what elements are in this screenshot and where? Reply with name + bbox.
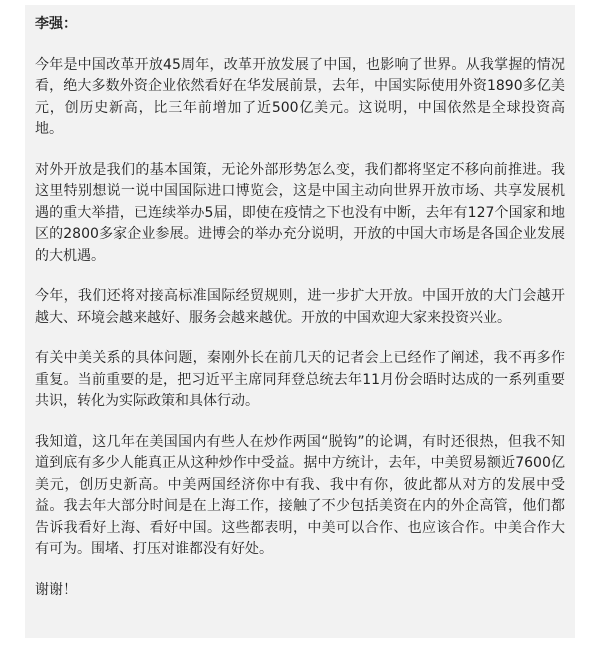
- paragraph-4: 有关中美关系的具体问题，秦刚外长在前几天的记者会上已经作了阐述，我不再多作重复。当前重要的是，把习近平主席同拜登总统去年11月份会晤时达成的一系列重要共识，转化为实际政策和具体行动。: [35, 350, 565, 409]
- paragraph-3: 今年，我们还将对接高标准国际经贸规则，进一步扩大开放。中国开放的大门会越开越大、环境会越来越好、服务会越来越优。开放的中国欢迎大家来投资兴业。: [35, 288, 565, 326]
- paragraph-1: 今年是中国改革开放45周年，改革开放发展了中国，也影响了世界。从我掌握的情况看，绝大多数外资企业依然看好在华发展前景，去年，中国实际使用外资1890多亿美元，创历史新高，比三年前增加了近500亿美元。这说明，中国依然是全球投资高地。: [35, 56, 565, 137]
- paragraph-2: 对外开放是我们的基本国策，无论外部形势怎么变，我们都将坚定不移向前推进。我这里特别想说一说中国国际进口博览会，这是中国主动向世界开放市场、共享发展机遇的重大举措，已连续举办5届，即使在疫情之下也没有中断，去年有127个国家和地区的2800多家企业参展。进博会的举办充分说明，开放的中国大市场是各国企业发展的大机遇。: [35, 161, 565, 264]
- paragraph-5: 我知道，这几年在美国国内有些人在炒作两国“脱钩”的论调，有时还很热，但我不知道到底有多少人能真正从这种炒作中受益。据中方统计，去年，中美贸易额近7600亿美元，创历史新高。中美两国经济你中有我、我中有你，彼此都从对方的发展中受益。我去年大部分时间是在上海工作，接触了不少包括美资在内的外企高管，他们都告诉我看好上海、看好中国。这些都表明，中美可以合作、也应该合作。中美合作大有可为。围堵、打压对谁都没有好处。: [35, 433, 565, 557]
- closing-remark: 谢谢！: [35, 581, 77, 598]
- speaker-name: 李强：: [35, 16, 77, 32]
- transcript-panel: [25, 5, 575, 638]
